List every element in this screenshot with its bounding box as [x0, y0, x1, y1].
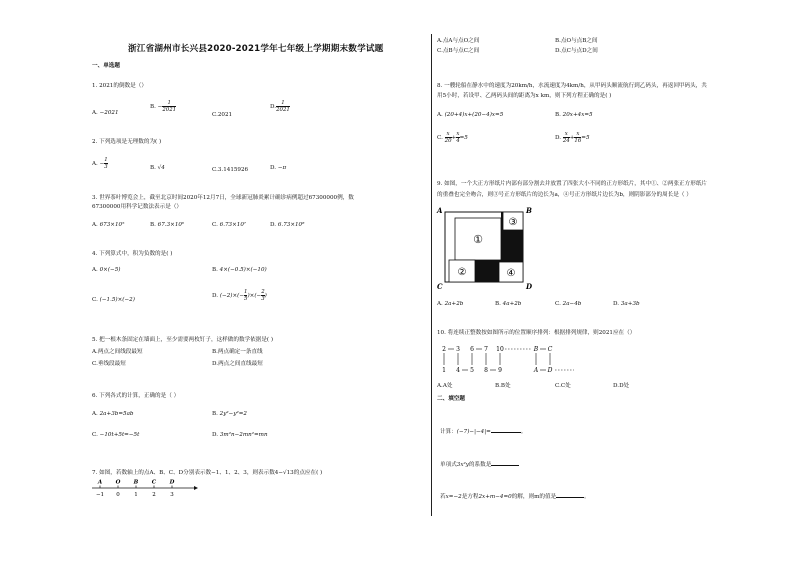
- q8-option-b[interactable]: B. 20x+4x=5: [555, 112, 593, 118]
- q5-option-c[interactable]: C.垂线段最短: [92, 361, 126, 367]
- number-line-tick-label: −1: [95, 492, 105, 498]
- q10-option-a[interactable]: A.A处: [437, 383, 453, 389]
- number-line-tick-label: 1: [134, 492, 138, 498]
- sequence-bottom-label: 8: [484, 367, 488, 374]
- q9-option-a[interactable]: A. 2a+2b: [437, 301, 464, 307]
- q7-option-b[interactable]: B.点O与点B之间: [555, 38, 598, 44]
- label-square-2: ②: [457, 267, 467, 278]
- q2-option-b[interactable]: B. √4: [150, 165, 165, 171]
- question-9-line1: 9. 如图，一个大正方形纸片内部有部分割去并放置了四张大小不同的正方形纸片，其中①、②两张正方形纸片: [437, 181, 708, 187]
- number-line-tick-label: 2: [152, 492, 156, 498]
- sequence-top-label: 2: [442, 346, 446, 353]
- number-line-figure: [90, 478, 200, 500]
- q9-option-c[interactable]: C. 2a−4b: [555, 301, 582, 307]
- sequence-bottom-label: D: [547, 367, 553, 374]
- corner-label-d: D: [526, 282, 533, 291]
- sequence-bottom-label: 4: [456, 367, 460, 374]
- question-11: 计算：(−7)−|−4|= 。: [440, 426, 526, 436]
- question-4: 4. 下列算式中，积为负数的是( ): [92, 251, 173, 257]
- shaded-region-bottom: [475, 260, 501, 282]
- squares-figure: [435, 204, 535, 292]
- q3-option-b[interactable]: B. 67.3×10⁶: [150, 222, 185, 228]
- sequence-bottom-label: 1: [442, 367, 446, 374]
- q1-option-a[interactable]: A. −2021: [92, 110, 119, 116]
- corner-label-c: C: [437, 282, 443, 291]
- label-square-3: ③: [508, 217, 518, 228]
- q5-option-a[interactable]: A.两点之间线段最短: [92, 349, 143, 355]
- question-2: 2. 下列选项是无理数的为( ): [92, 139, 162, 145]
- q1-option-c[interactable]: C.2021: [212, 112, 233, 118]
- label-square-1: ①: [473, 233, 483, 246]
- question-3-line2: 67300000用科学记数法表示是（）: [92, 204, 183, 210]
- q5-option-b[interactable]: B.两点确定一条直线: [212, 349, 263, 355]
- q3-option-d[interactable]: D. 6.73×10⁸: [270, 222, 305, 228]
- q3-option-c[interactable]: C. 6.73×10⁷: [212, 222, 247, 228]
- sequence-figure: [436, 342, 586, 376]
- number-line-point-label: B: [133, 479, 139, 486]
- question-1: 1. 2021的倒数是（）: [92, 83, 147, 89]
- q6-option-b[interactable]: B. 2y²−y²=2: [212, 411, 247, 417]
- sequence-top-label: C: [547, 346, 553, 353]
- answer-blank-13[interactable]: [556, 491, 584, 498]
- column-divider: [431, 34, 432, 516]
- number-line-point-label: C: [151, 479, 157, 486]
- q8-option-a[interactable]: A. (20+4)x+(20−4)x=5: [437, 112, 504, 118]
- section-heading: 一、单选题: [92, 63, 120, 69]
- answer-blank-12[interactable]: [491, 459, 519, 466]
- sequence-top-label: 7: [484, 346, 488, 353]
- q10-option-d[interactable]: D.D处: [613, 383, 630, 389]
- question-3-line1: 3. 世界茶叶博览会上，截至北京时间2020年12月7日，全球新冠肺炎累计确诊病例超过67300000例，数: [92, 195, 354, 201]
- q1-option-d[interactable]: D. $\frac{1}{2021}$: [270, 100, 290, 113]
- question-6: 6. 下列各式的计算，正确的是（ ）: [92, 393, 180, 399]
- q7-option-c[interactable]: C.点B与点C之间: [437, 48, 480, 54]
- q9-option-d[interactable]: D. 3a+3b: [613, 301, 640, 307]
- q6-option-d[interactable]: D. 3m²n−2mn²=mn: [212, 432, 268, 438]
- question-7: 7. 如图，若数轴上的点A、B、C、D分别表示数−1、1、2、3，则表示数4−√13的点应在( ): [92, 470, 323, 476]
- q7-option-d[interactable]: D.点C与点D之间: [555, 48, 598, 54]
- q6-option-c[interactable]: C. −10t+5t=−5t: [92, 432, 140, 438]
- sequence-bottom-label: 5: [470, 367, 474, 374]
- question-12: 单项式3x²y的系数是: [440, 459, 519, 469]
- q10-option-c[interactable]: C.C处: [555, 383, 571, 389]
- q4-option-b[interactable]: B. 4×(−0.5)×(−10): [212, 267, 267, 273]
- question-5: 5. 把一根木条固定在墙面上，至少需要两枚钉子，这样做的数学依据是( ): [92, 337, 274, 343]
- q4-option-a[interactable]: A. 0×(−5): [92, 267, 121, 273]
- sequence-top-label: 6: [470, 346, 474, 353]
- q2-option-c[interactable]: C.3.1415926: [212, 167, 249, 173]
- q4-option-c[interactable]: C. (−1.5)×(−2): [92, 297, 135, 303]
- sequence-bottom-label: 9: [498, 367, 502, 374]
- number-line-point-label: O: [115, 479, 121, 486]
- label-square-4: ④: [506, 268, 516, 279]
- number-line-point-label: D: [169, 479, 175, 486]
- q5-option-d[interactable]: D.两点之间直线最短: [212, 361, 263, 367]
- corner-label-a: A: [437, 206, 443, 215]
- question-13: 若x=−2是方程2x+m−4=0的解，则m的值是 。: [440, 491, 590, 501]
- q9-option-b[interactable]: B. 4a+2b: [495, 301, 522, 307]
- number-line-point-label: A: [97, 479, 103, 486]
- q6-option-a[interactable]: A. 2a+3b=5ab: [92, 411, 134, 417]
- q4-option-d[interactable]: D. (−2)×(− $\frac{1}{5}$ )×(− $\frac{2}{3}$ ): [212, 289, 267, 302]
- q8-option-c[interactable]: C. $\frac{x}{20}$ + $\frac{x}{4}$ =5: [437, 131, 468, 144]
- number-line-tick-label: 0: [116, 492, 120, 498]
- question-8-line2: 用5小时，若设甲、乙两码头间的距离为x km，则下列方程正确的是( ): [437, 93, 612, 99]
- question-8-line1: 8. 一艘轮船在静水中的速度为20km/h，水流速度为4km/h，从甲码头顺流航行到乙码头，再返回甲码头，共: [437, 83, 707, 89]
- q8-option-d[interactable]: D. $\frac{x}{24}$ + $\frac{x}{16}$ =5: [555, 131, 590, 144]
- corner-label-b: B: [526, 206, 532, 215]
- q2-option-d[interactable]: D. −π: [270, 165, 287, 171]
- q1-option-b[interactable]: B. − $\frac{1}{2021}$: [150, 100, 177, 113]
- q7-option-a[interactable]: A.点A与点O之间: [437, 38, 480, 44]
- answer-blank-11[interactable]: [491, 426, 521, 433]
- q10-option-b[interactable]: B.B处: [495, 383, 511, 389]
- page-title: 浙江省湖州市长兴县2020-2021学年七年级上学期期末数学试题: [128, 44, 384, 54]
- sequence-top-label: 10: [496, 346, 504, 353]
- number-line-tick-label: 3: [170, 492, 174, 498]
- sequence-top-label: 3: [456, 346, 460, 353]
- number-line-arrow: [194, 486, 198, 490]
- section-heading-fill: 二、填空题: [437, 396, 465, 402]
- sequence-top-label: B: [533, 346, 539, 353]
- q3-option-a[interactable]: A. 673×10⁵: [92, 222, 125, 228]
- q2-option-a[interactable]: A. − $\frac{1}{3}$: [92, 157, 108, 170]
- question-9-line2: 的重叠也完全吻合，则③号正方形纸片的边长为a，④号正方形纸片边长为b，则阴影部分的周长是（ ）: [437, 192, 692, 198]
- sequence-bottom-label: A: [533, 367, 539, 374]
- question-10: 10. 将连续正整数按如图所示的位置顺序排列：根据排列规律，则2021应在（）: [437, 330, 636, 336]
